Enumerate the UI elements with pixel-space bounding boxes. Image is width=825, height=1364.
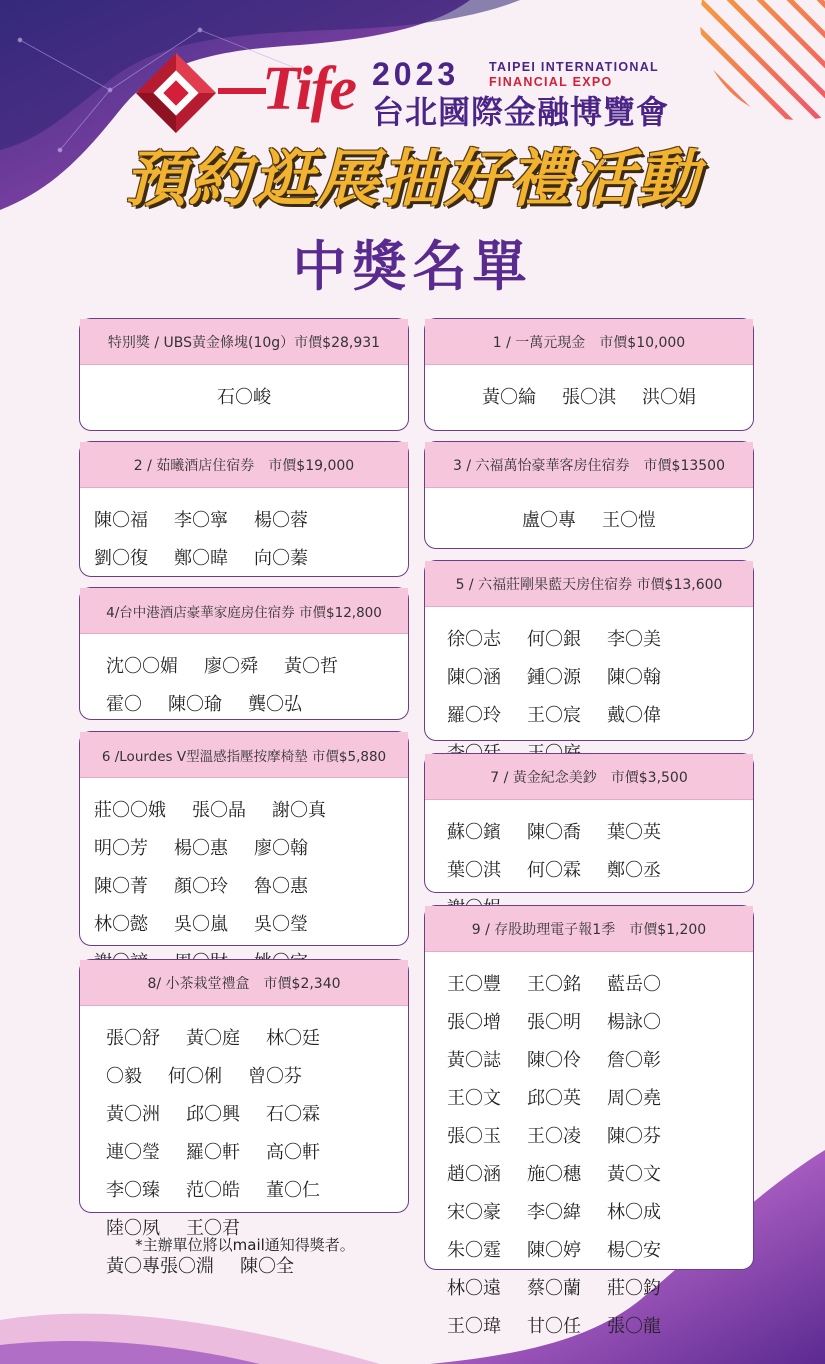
winner-name: 王〇愷	[602, 510, 656, 531]
prize-title: 2 / 茹曦酒店住宿券 市價$19,000	[80, 442, 408, 488]
winner-name: 林〇廷	[266, 1028, 320, 1049]
winner-name: 葉〇淇	[447, 860, 501, 881]
prize-card-4	[79, 587, 409, 720]
prize-title: 6 /Lourdes V型溫感指壓按摩椅墊 市價$5,880	[80, 732, 408, 778]
tife-logo-icon	[128, 52, 224, 134]
winner-name: 蔡〇蘭	[527, 1278, 581, 1299]
winner-name: 石〇峻	[217, 387, 271, 408]
winner-name: 甘〇任	[527, 1316, 581, 1337]
winner-name: 林〇成	[607, 1202, 661, 1223]
prize-card-9	[424, 905, 754, 1337]
winner-list	[439, 379, 739, 417]
winner-name: 周〇堯	[607, 1088, 661, 1109]
winner-name: 黃〇文	[607, 1164, 661, 1185]
winner-name: 羅〇玲	[447, 705, 501, 726]
winner-list	[447, 621, 739, 773]
winner-name: 顏〇玲	[174, 876, 228, 897]
winners-list-title: 中獎名單	[292, 235, 533, 298]
winner-name: 陸〇夙	[106, 1218, 160, 1239]
winner-name: 莊〇〇娥	[94, 800, 166, 821]
winner-name: 戴〇偉	[607, 705, 661, 726]
winner-name: 楊〇惠	[174, 838, 228, 859]
footer-note: *主辦單位將以mail通知得獎者。	[135, 1236, 355, 1254]
winner-name: 石〇霖	[266, 1104, 320, 1125]
prize-title: 特別獎 / UBS黃金條塊(10g）市價$28,931	[80, 319, 408, 365]
winner-name: 陳〇瑜	[168, 694, 222, 715]
winner-list	[106, 648, 394, 724]
winner-name: 張〇淇	[562, 387, 616, 408]
winner-name: 王〇豐	[447, 974, 501, 995]
winner-name: 藍岳〇	[607, 974, 661, 995]
winner-name: 王〇凌	[527, 1126, 581, 1147]
prize-card-6	[79, 731, 409, 946]
winner-list	[94, 792, 394, 982]
winner-name: 陳〇伶	[527, 1050, 581, 1071]
logo-connector	[218, 88, 266, 94]
winner-name: 陳〇芬	[607, 1126, 661, 1147]
winner-name: 施〇穗	[527, 1164, 581, 1185]
winner-name: 張〇增	[447, 1012, 501, 1033]
winner-name: 吳〇瑩	[254, 914, 308, 935]
winner-name: 黃〇專張〇淵	[106, 1256, 214, 1277]
winner-name: 〇毅	[106, 1066, 142, 1087]
winner-name: 陳〇翰	[607, 667, 661, 688]
winner-name: 鄭〇丞	[607, 860, 661, 881]
winner-name: 董〇仁	[266, 1180, 320, 1201]
winner-name: 葉〇英	[607, 822, 661, 843]
winner-name: 陳〇福	[94, 510, 148, 531]
winner-name: 林〇懿	[94, 914, 148, 935]
winner-name: 李〇美	[607, 629, 661, 650]
winner-list	[447, 966, 739, 1346]
winner-name: 陳〇婷	[527, 1240, 581, 1261]
winner-name: 邱〇英	[527, 1088, 581, 1109]
winner-name: 鄭〇暐	[174, 548, 228, 569]
winner-name: 王〇宸	[527, 705, 581, 726]
winner-name: 羅〇軒	[186, 1142, 240, 1163]
prize-title: 5 / 六福莊剛果藍天房住宿券 市價$13,600	[425, 561, 753, 607]
winner-name: 楊〇安	[607, 1240, 661, 1261]
prize-card-special	[79, 318, 409, 431]
winner-name: 何〇俐	[168, 1066, 222, 1087]
winner-name: 范〇皓	[186, 1180, 240, 1201]
winner-name: 王〇文	[447, 1088, 501, 1109]
winner-name: 黃〇綸	[482, 387, 536, 408]
winner-name: 邱〇興	[186, 1104, 240, 1125]
winner-name: 何〇銀	[527, 629, 581, 650]
expo-year: 2023	[372, 56, 460, 92]
winner-name: 明〇芳	[94, 838, 148, 859]
winner-name: 李〇臻	[106, 1180, 160, 1201]
prize-card-7	[424, 753, 754, 893]
winner-list	[439, 502, 739, 540]
winner-name: 黃〇哲	[284, 656, 338, 677]
winner-name: 張〇舒	[106, 1028, 160, 1049]
winner-name: 李〇寧	[174, 510, 228, 531]
winner-name: 龔〇弘	[248, 694, 302, 715]
winner-name: 高〇軒	[266, 1142, 320, 1163]
winner-name: 蘇〇鑌	[447, 822, 501, 843]
winner-name: 莊〇鈞	[607, 1278, 661, 1299]
winner-name: 宋〇豪	[447, 1202, 501, 1223]
winner-name: 廖〇翰	[254, 838, 308, 859]
winner-name: 李〇緯	[527, 1202, 581, 1223]
winner-name: 王〇瑋	[447, 1316, 501, 1337]
winner-name: 黃〇洲	[106, 1104, 160, 1125]
winner-name: 盧〇專	[522, 510, 576, 531]
expo-english-name	[489, 60, 659, 90]
winner-name: 何〇霖	[527, 860, 581, 881]
expo-english-line2: FINANCIAL EXPO	[489, 75, 613, 89]
winner-list	[94, 379, 394, 417]
winner-name: 陳〇全	[240, 1256, 294, 1277]
winner-name: 王〇銘	[527, 974, 581, 995]
winner-name: 徐〇志	[447, 629, 501, 650]
logo-text: Tife	[262, 55, 355, 123]
winner-name: 鍾〇源	[527, 667, 581, 688]
prize-card-2	[79, 441, 409, 577]
prize-title: 3 / 六福萬怡豪華客房住宿券 市價$13500	[425, 442, 753, 488]
winner-name: 黃〇庭	[186, 1028, 240, 1049]
expo-chinese-name: 台北國際金融博覽會	[372, 93, 670, 131]
prize-title: 8/ 小茶栽堂禮盒 市價$2,340	[80, 960, 408, 1006]
prize-card-3	[424, 441, 754, 549]
winner-name: 洪〇娟	[642, 387, 696, 408]
winner-name: 陳〇菁	[94, 876, 148, 897]
winner-list	[94, 502, 394, 578]
winner-name: 向〇蓁	[254, 548, 308, 569]
prize-title: 9 / 存股助理電子報1季 市價$1,200	[425, 906, 753, 952]
winner-name: 朱〇霆	[447, 1240, 501, 1261]
winner-name: 霍〇	[106, 694, 142, 715]
event-headline: 預約逛展抽好禮活動	[124, 142, 701, 215]
winner-name: 魯〇惠	[254, 876, 308, 897]
prize-card-1	[424, 318, 754, 431]
winner-name: 劉〇復	[94, 548, 148, 569]
prize-title: 1 / 一萬元現金 市價$10,000	[425, 319, 753, 365]
winner-name: 趙〇涵	[447, 1164, 501, 1185]
winner-name: 張〇龍	[607, 1316, 661, 1337]
winner-name: 黃〇誌	[447, 1050, 501, 1071]
prize-title: 7 / 黃金紀念美鈔 市價$3,500	[425, 754, 753, 800]
winner-name: 張〇玉	[447, 1126, 501, 1147]
expo-english-line1: TAIPEI INTERNATIONAL	[489, 60, 659, 74]
winner-name: 吳〇嵐	[174, 914, 228, 935]
winner-name: 張〇明	[527, 1012, 581, 1033]
winner-name: 陳〇喬	[527, 822, 581, 843]
winner-name: 曾〇芬	[248, 1066, 302, 1087]
prize-title: 4/台中港酒店豪華家庭房住宿券 市價$12,800	[80, 588, 408, 634]
winner-name: 楊詠〇	[607, 1012, 661, 1033]
winner-name: 林〇遠	[447, 1278, 501, 1299]
winner-name: 張〇晶	[192, 800, 246, 821]
winner-name: 王〇君	[186, 1218, 240, 1239]
prize-card-5	[424, 560, 754, 741]
winner-name: 謝〇真	[272, 800, 326, 821]
winner-name: 連〇瑩	[106, 1142, 160, 1163]
winner-name: 廖〇舜	[204, 656, 258, 677]
winner-name: 陳〇涵	[447, 667, 501, 688]
winner-name: 詹〇彰	[607, 1050, 661, 1071]
winner-name: 楊〇蓉	[254, 510, 308, 531]
winner-name: 沈〇〇媚	[106, 656, 178, 677]
